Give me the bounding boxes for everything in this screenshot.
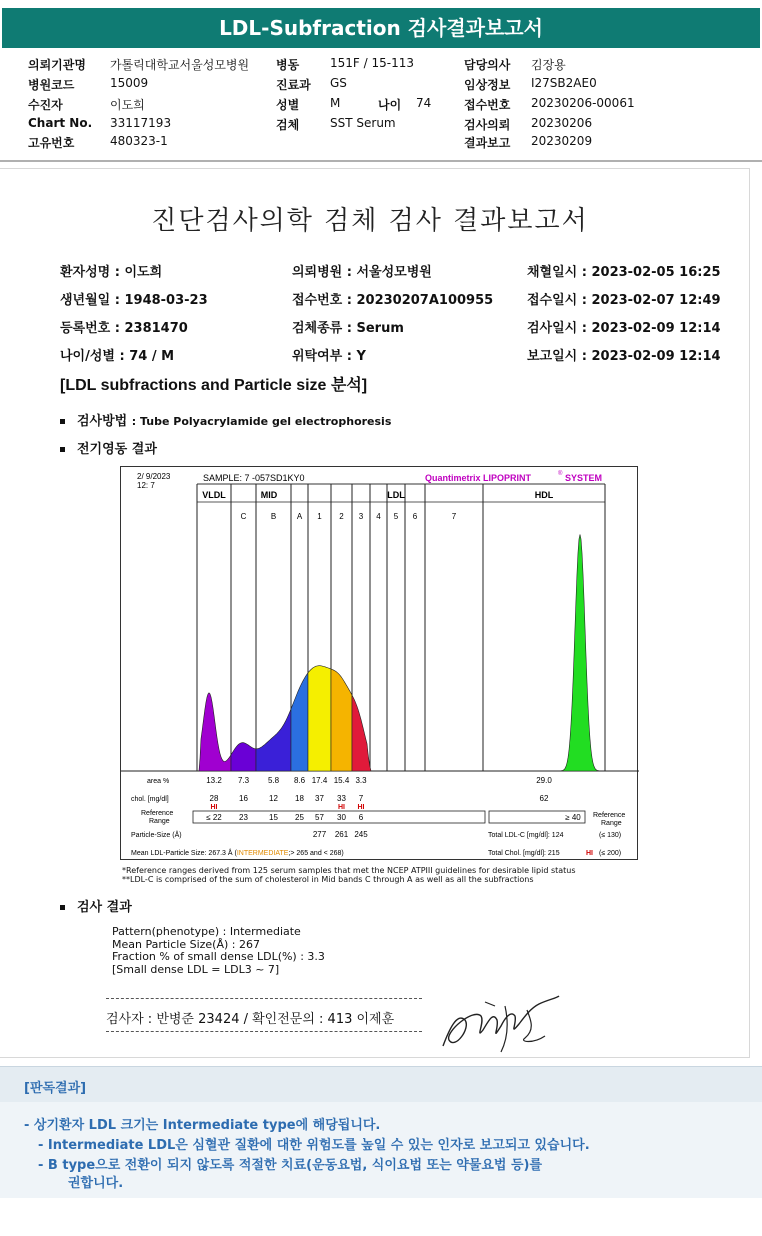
area-value: 29.0 — [536, 776, 552, 785]
judgement-line: - 상기환자 LDL 크기는 Intermediate type에 해당됩니다. — [24, 1118, 381, 1133]
patient-field: 접수번호 : 20230207A100955 — [292, 293, 494, 308]
header-divider — [0, 160, 762, 162]
area-value: 8.6 — [293, 776, 306, 785]
result-label: 검사 결과 — [77, 900, 132, 915]
summary-line: Mean Particle Size(Å) : 267 — [112, 937, 260, 951]
result-summary — [112, 926, 325, 976]
chart-time: 12: 7 — [137, 481, 155, 490]
header-value: 74 — [416, 96, 432, 110]
area-row-label: area % — [147, 778, 170, 785]
mean-size-text: Mean LDL-Particle Size: 267.3 Å ( — [131, 850, 237, 857]
band-label: C — [240, 512, 247, 521]
band-label: 4 — [376, 512, 381, 521]
judgement-header — [0, 1066, 762, 1102]
group-label: LDL — [387, 490, 405, 500]
electro-bullet — [60, 438, 157, 457]
bullet-icon — [60, 419, 65, 424]
total-ldlc-ref: (≤ 130) — [599, 832, 622, 839]
header-value: SST Serum — [330, 116, 396, 130]
psize-value: 245 — [354, 830, 368, 839]
header-value: 15009 — [110, 76, 149, 90]
report-title: 진단검사의학 검체 검사 결과보고서 — [151, 206, 589, 236]
chol-value: 16 — [239, 794, 248, 803]
judgement-line: 권합니다. — [68, 1176, 124, 1191]
peak-hdl — [561, 534, 599, 771]
group-label: VLDL — [202, 490, 226, 500]
total-ldlc: Total LDL-C [mg/dl]: 124 — [488, 832, 564, 839]
summary-line: Pattern(phenotype) : Intermediate — [112, 925, 301, 938]
ref-value: 30 — [337, 813, 346, 822]
header-value: I27SB2AE0 — [531, 76, 597, 90]
judgement-line: - Intermediate LDL은 심혈관 질환에 대한 위험도를 높일 수 있는 인자로 보고되고 있습니다. — [38, 1138, 590, 1153]
ref-value: 23 — [239, 813, 248, 822]
chol-value: 62 — [539, 794, 549, 803]
bullet-icon — [60, 447, 65, 452]
area-value: 7.3 — [237, 776, 250, 785]
patient-field: 위탁여부 : Y — [292, 349, 366, 364]
area-value: 15.4 — [333, 776, 350, 785]
method-bullet — [60, 410, 391, 429]
peak-3 — [352, 695, 371, 771]
header-label: 의뢰기관명 — [28, 58, 86, 72]
band-label: 7 — [451, 512, 457, 521]
footnote: **LDL-C is comprised of the sum of cholesterol in Mid bands C through A as well as all the subfractions — [122, 875, 534, 884]
signature-line: 검사자 : 반병준 23424 / 확인전문의 : 413 이제훈 — [106, 1012, 395, 1027]
chart-footnotes — [122, 866, 576, 884]
patient-field: 검사일시 : 2023-02-09 12:14 — [527, 321, 721, 336]
header-label: 임상정보 — [464, 78, 511, 92]
header-value: 김장용 — [531, 58, 566, 72]
band-label: 5 — [393, 512, 399, 521]
header-value: 가톨릭대학교서울성모병원 — [110, 58, 250, 72]
header-label: 검체 — [276, 118, 300, 132]
psize-value: 261 — [334, 830, 349, 839]
psize-label: Particle-Size (Å) — [131, 832, 182, 839]
judgement-body — [0, 1102, 762, 1198]
total-chol: Total Chol. [mg/dl]: 215 — [488, 850, 560, 857]
patient-field: 채혈일시 : 2023-02-05 16:25 — [527, 265, 721, 280]
peak-b — [256, 709, 291, 771]
header-value: 20230206-00061 — [531, 96, 635, 110]
header-label: 진료과 — [276, 78, 311, 92]
signature-divider — [106, 1031, 422, 1032]
band-label: 3 — [358, 512, 364, 521]
header-value: GS — [330, 76, 347, 90]
area-value: 13.2 — [206, 776, 222, 785]
ref-value: ≥ 40 — [565, 813, 581, 822]
bullet-icon — [60, 905, 65, 910]
hi-flag: HI — [210, 804, 218, 811]
ref-value: 6 — [358, 813, 364, 822]
hi-flag: HI — [338, 804, 345, 811]
ref-right-label: Range — [601, 820, 622, 827]
hi-flag: HI — [357, 804, 365, 811]
chart-sample: SAMPLE: 7 -057SD1KY0 — [203, 473, 305, 483]
patient-field: 생년월일 : 1948-03-23 — [60, 293, 208, 308]
peak-1 — [308, 666, 331, 771]
patient-field: 의뢰병원 : 서울성모병원 — [292, 265, 432, 280]
band-label: 2 — [339, 512, 344, 521]
report-banner: LDL-Subfraction 검사결과보고서 — [2, 8, 760, 48]
method-label: 검사방법 — [77, 414, 128, 429]
summary-line: Fraction % of small dense LDL(%) : 3.3 — [112, 950, 325, 963]
peak-c — [231, 743, 256, 771]
header-value: 20230206 — [531, 116, 593, 130]
handwritten-signature — [435, 990, 565, 1056]
ref-value: 15 — [269, 813, 278, 822]
ref-value: 25 — [295, 813, 304, 822]
area-value: 3.3 — [355, 776, 367, 785]
signature-divider — [106, 998, 422, 999]
header-value: 480323-1 — [110, 134, 168, 148]
patient-field: 환자성명 : 이도희 — [60, 265, 163, 280]
header-label: 수진자 — [28, 98, 63, 112]
chart-brand: Quantimetrix LIPOPRINT — [425, 473, 532, 483]
mean-particle-size — [131, 848, 344, 857]
chol-value: 37 — [315, 794, 324, 803]
header-value: M — [330, 96, 341, 110]
total-chol-flag: HI — [586, 850, 593, 857]
ref-value: 57 — [315, 813, 324, 822]
chol-value: 28 — [209, 794, 219, 803]
patient-field: 등록번호 : 2381470 — [60, 321, 188, 336]
footnote: *Reference ranges derived from 125 serum samples that met the NCEP ATPIII guidelines for desirable lipid status — [122, 866, 576, 875]
ref-row-label: Range — [149, 818, 170, 825]
chol-value: 18 — [295, 794, 304, 803]
area-value: 17.4 — [311, 776, 328, 785]
header-value: 151F / 15-113 — [330, 56, 414, 70]
ref-row-label: Reference — [141, 810, 174, 817]
area-value: 5.8 — [267, 776, 280, 785]
header-label: 성별 — [276, 98, 300, 112]
ref-right-label: Reference — [593, 812, 626, 819]
mean-size-tail: ;> 265 and < 268) — [288, 850, 344, 857]
ref-value: ≤ 22 — [206, 813, 222, 822]
band-label: A — [296, 512, 303, 521]
total-chol-ref: (≤ 200) — [599, 850, 622, 857]
summary-line: [Small dense LDL = LDL3 ~ 7] — [112, 962, 280, 976]
patient-field: 검체종류 : Serum — [292, 321, 404, 336]
section-title: [LDL subfractions and Particle size 분석] — [60, 377, 368, 394]
band-label: 6 — [412, 512, 418, 521]
chol-row-label: chol. [mg/dl] — [131, 796, 169, 803]
band-label: 1 — [317, 512, 322, 521]
header-label: 담당의사 — [464, 58, 511, 72]
group-label: MID — [260, 490, 278, 500]
chol-value: 12 — [269, 794, 278, 803]
judgement-line: - B type으로 전환이 되지 않도록 적절한 치료(운동요법, 식이요법 또는 약물요법 등)를 — [38, 1158, 543, 1173]
peak-2 — [331, 669, 352, 771]
lipoprint-svg — [121, 467, 639, 861]
patient-field: 접수일시 : 2023-02-07 12:49 — [527, 293, 721, 308]
psize-value: 277 — [312, 830, 327, 839]
peak-vldl — [199, 693, 231, 771]
header-label: 고유번호 — [28, 136, 75, 150]
header-value: 33117193 — [110, 116, 172, 130]
header-label: 병원코드 — [28, 78, 75, 92]
judgement-title: [판독결과] — [24, 1081, 87, 1096]
header-label: 나이 — [378, 98, 402, 112]
header-label: 결과보고 — [464, 136, 511, 150]
patient-field: 나이/성별 : 74 / M — [60, 349, 175, 364]
patient-field: 보고일시 : 2023-02-09 12:14 — [527, 349, 721, 364]
result-bullet — [60, 896, 132, 915]
header-label: 검사의뢰 — [464, 118, 511, 132]
method-value: : Tube Polyacrylamide gel electrophoresis — [131, 415, 392, 428]
group-label: HDL — [534, 490, 554, 500]
registered-icon: ® — [558, 471, 563, 477]
band-label: B — [270, 512, 277, 521]
chart-date: 2/ 9/2023 — [137, 472, 171, 481]
lipoprint-chart — [120, 466, 638, 860]
header-value: 20230209 — [531, 134, 593, 148]
chol-value: 33 — [337, 794, 346, 803]
peak-a — [291, 673, 308, 771]
header-label: 접수번호 — [464, 98, 511, 112]
header-label: Chart No. — [28, 116, 93, 130]
header-value: 이도희 — [110, 98, 145, 112]
chol-value: 7 — [358, 794, 364, 803]
electro-label: 전기영동 결과 — [77, 442, 157, 457]
header-label: 병동 — [276, 58, 300, 72]
chart-brand-suffix: SYSTEM — [565, 473, 603, 483]
mean-size-class: INTERMEDIATE — [236, 850, 289, 857]
